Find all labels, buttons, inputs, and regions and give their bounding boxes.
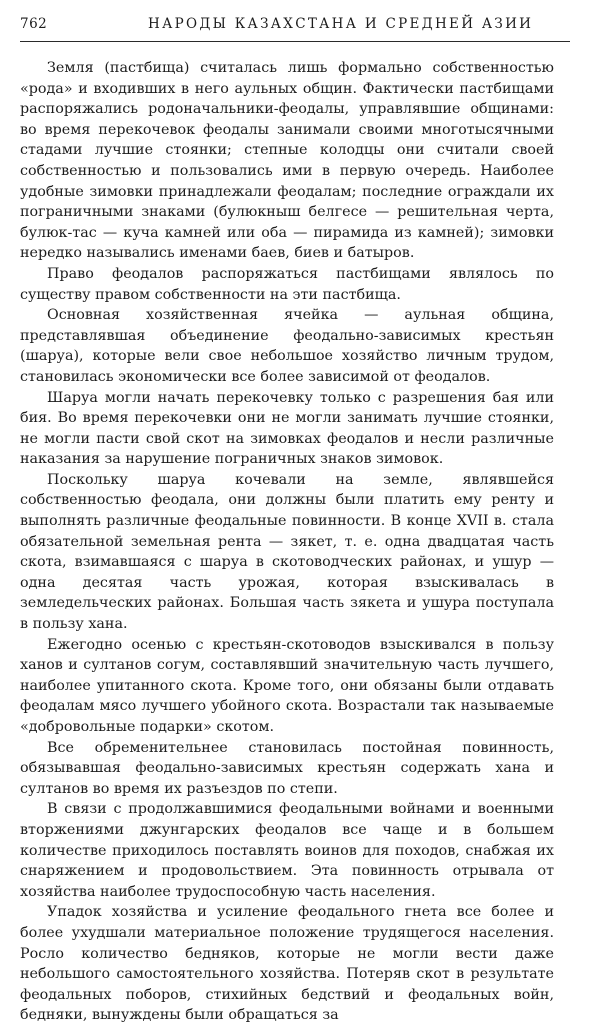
paragraph-rent-duties: Поскольку шаруа кочевали на земле, являвшейся собственностью феодала, они должны были платить ему ренту и выполнять различные феодальные повинности. В конце XVII в. стала обязательной земельная рента — зякет, т. е. одна двадцатая часть скота, взимавшаяся с шаруа в скотоводческих районах, и ушур — одна десятая часть урожая, которая взыскивалась в земледельческих районах. Большая часть зякета и ушура поступала в пользу хана. [20, 471, 554, 633]
header-rule [20, 41, 570, 42]
running-title: НАРОДЫ КАЗАХСТАНА И СРЕДНЕЙ АЗИИ [148, 16, 534, 32]
paragraph-aul-community: Основная хозяйственная ячейка — аульная община, представлявшая объединение феодально-зависимых крестьян (шаруа), которые вели свое небольшое хозяйство личным трудом, становилась экономически все более зависимой от феодалов. [20, 307, 554, 385]
running-head [20, 16, 570, 40]
page-number: 762 [20, 16, 48, 32]
paragraph-pasture-rights: Право феодалов распоряжаться пастбищами являлось по существу правом собственности на эти пастбища. [20, 265, 554, 303]
paragraph-economic-decline: Упадок хозяйства и усиление феодального гнета все более и более ухудшали материальное положение трудящегося населения. Росло количество бедняков, которые не могли вести даже небольшого самостоятельного хозяйства. Потеряв скот в результате феодальных поборов, стихийных бедствий и феодальных войн, бедняки, вынуждены были обращаться за [20, 904, 554, 1024]
paragraph-military-levy: В связи с продолжавшимися феодальными войнами и военными вторжениями джунгарских феодалов все чаще и в большем количестве приходилось поставлять воинов для походов, снабжая их снаряжением и продовольствием. Эта повинность отрывала от хозяйства наиболее трудоспособную часть населения. [20, 801, 554, 900]
body-text [20, 58, 554, 1026]
paragraph-migration-permission: Шаруа могли начать перекочевку только с разрешения бая или бия. Во время перекочевки они не могли занимать лучшие стоянки, не могли пасти свой скот на зимовках феодалов и несли различные наказания за нарушение пограничных знаков зимовок. [20, 389, 554, 468]
paragraph-sogum-levy: Ежегодно осенью с крестьян-скотоводов взыскивался в пользу ханов и султанов согум, составлявший значительную часть лучшего, наиболее упитанного скота. Кроме того, они обязаны были отдавать феодалам мясо лучшего убойного скота. Возрастали так называемые «добровольные подарки» скотом. [20, 636, 554, 735]
paragraph-quartering-duty: Все обременительнее становилась постойная повинность, обязывавшая феодально-зависимых крестьян содержать хана и султанов во время их разъездов по степи. [20, 739, 554, 797]
paragraph-land-ownership: Земля (пастбища) считалась лишь формально собственностью «рода» и входивших в него аульных общин. Фактически пастбищами распоряжались родоначальники-феодалы, управлявшие общинами: во время перекочевок феодалы занимали своими многотысячными стадами лучшие стоянки; степные колодцы они считали своей собственностью и пользовались ими в первую очередь. Наиболее удобные зимовки принадлежали феодалам; последние ограждали их пограничными знаками (булюкныш белгесе — решительная черта, булюк-тас — куча камней или оба — пирамида из камней); зимовки нередко назывались именами баев, биев и батыров. [20, 60, 554, 262]
